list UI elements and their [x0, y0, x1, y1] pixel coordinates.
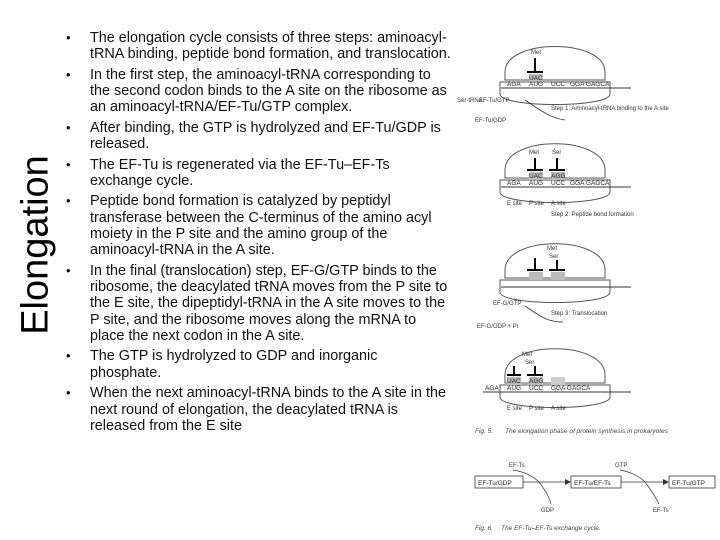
cycle-ef-tu-gtp: EF-Tu/GTP	[672, 480, 705, 487]
ribosome-panel-3	[477, 244, 631, 330]
label-met: Met	[531, 50, 542, 56]
label-met-3: Met	[547, 246, 558, 252]
cycle-ef-tu-gdp: EF-Tu/GDP	[478, 480, 512, 487]
label-agg-4: AGG	[529, 378, 544, 385]
label-mrna-left-2: AGA	[507, 180, 521, 187]
bullet-item: • The EF-Tu is regenerated via the EF-Tu–EF-Ts exchange cycle.	[66, 157, 452, 190]
elongation-diagram	[455, 30, 717, 535]
label-e-site-4: E site	[507, 406, 523, 412]
label-e-site: E site	[507, 201, 523, 207]
fig6-caption-text: The EF-Tu–EF-Ts exchange cycle.	[501, 525, 601, 532]
label-met-4: Met	[522, 352, 533, 358]
bullet-item: • After binding, the GTP is hydrolyzed and EF-Tu/GDP is released.	[66, 120, 452, 153]
bullet-item: • When the next aminoacyl-tRNA binds to the A site in the next round of elongation, the deacylated tRNA is released from the E site	[66, 385, 452, 434]
label-step3: Step 3: Translocation	[551, 311, 608, 317]
label-a-site: A site	[551, 201, 566, 207]
label-uac-2: UAC	[529, 173, 543, 180]
ribosome-panel-2	[500, 144, 634, 218]
bullet-item: • In the final (translocation) step, EF-G/GTP binds to the ribosome, the deacylated tRNA moves from the P site to the E site, the dipeptidyl-tRNA in the A site moves to the P site, and the ribosome moves along the mRNA to place the next codon in the A site.	[66, 263, 452, 344]
bullet-item: • In the first step, the aminoacyl-tRNA corresponding to the second codon binds to the A site on the ribosome as an aminoacyl-tRNA/EF-Tu/GTP complex.	[66, 67, 452, 116]
label-ef-tu-gtp: EF-Tu/GTP	[479, 98, 510, 104]
label-aug-2: AUG	[529, 180, 544, 187]
bullet-item: • Peptide bond formation is catalyzed by peptidyl transferase between the C-terminus of the amino acyl moiety in the P site and the amino group of the aminoacyl-tRNA in the A site.	[66, 193, 452, 258]
label-ucc-4: UCC	[529, 385, 544, 392]
label-mrna-right-2: GGA GAGCA	[570, 180, 610, 187]
fig5-caption	[475, 428, 669, 435]
label-ser-trna: Ser-tRNA	[457, 98, 483, 104]
fig5-label: Fig. 5.	[475, 428, 494, 435]
label-p-site-4: P site	[529, 406, 544, 412]
cycle-ef-tu-ts: EF-Tu/EF-Ts	[574, 480, 611, 487]
bullet-list	[66, 30, 452, 438]
label-ef-g-gtp: EF-G/GTP	[493, 301, 522, 307]
cycle-gtp-top: GTP	[615, 463, 628, 469]
ribosome-panel-1	[457, 47, 669, 125]
label-aug-4: AUG	[507, 385, 522, 392]
cycle-gdp: GDP	[541, 508, 555, 514]
label-ser-3: Ser	[549, 254, 559, 260]
fig6-label: Fig. 6.	[475, 525, 494, 532]
label-uac-4: UAC	[507, 378, 521, 385]
ribosome-panel-4	[483, 349, 631, 412]
fig5-caption-text: The elongation phase of protein synthesis in prokaryotes	[505, 428, 668, 435]
label-p-site: P site	[529, 201, 544, 207]
label-ser-4: Ser	[525, 360, 535, 366]
label-ef-g-gdp: EF-G/GDP + Pi	[477, 324, 519, 330]
label-uac: UAC	[529, 75, 543, 82]
section-title: Elongation	[14, 155, 57, 335]
cycle-ef-ts-top: EF-Ts	[509, 463, 525, 469]
bullet-item: • The elongation cycle consists of three steps: aminoacyl-tRNA binding, peptide bond formation, and translocation.	[66, 30, 452, 63]
label-agg-2: AGG	[551, 173, 566, 180]
label-mrna-right: GGA GAGCA	[570, 81, 610, 88]
label-ser-2: Ser	[552, 150, 562, 156]
label-ucc-2: UCC	[551, 180, 566, 187]
label-mrna-left-4: AGA	[485, 385, 499, 392]
label-mrna-left: AGA	[507, 81, 521, 88]
exchange-cycle	[475, 463, 715, 532]
label-mrna-right-4: GGA GAGCA	[551, 385, 591, 392]
label-ucc: UCC	[551, 81, 566, 88]
label-ef-tu-gdp: EF-Tu/GDP	[475, 118, 507, 124]
cycle-ef-ts-bottom: EF-Ts	[653, 508, 669, 514]
label-aug: AUG	[529, 81, 544, 88]
label-met-2: Met	[529, 150, 540, 156]
bullet-item: • The GTP is hydrolyzed to GDP and inorganic phosphate.	[66, 348, 452, 381]
elongation-diagram-svg	[455, 30, 717, 535]
label-step1: Step 1: Aminoacyl-tRNA binding to the A site	[551, 106, 669, 112]
label-step2: Step 2: Peptide bond formation	[551, 212, 634, 218]
label-a-site-4: A site	[551, 406, 566, 412]
